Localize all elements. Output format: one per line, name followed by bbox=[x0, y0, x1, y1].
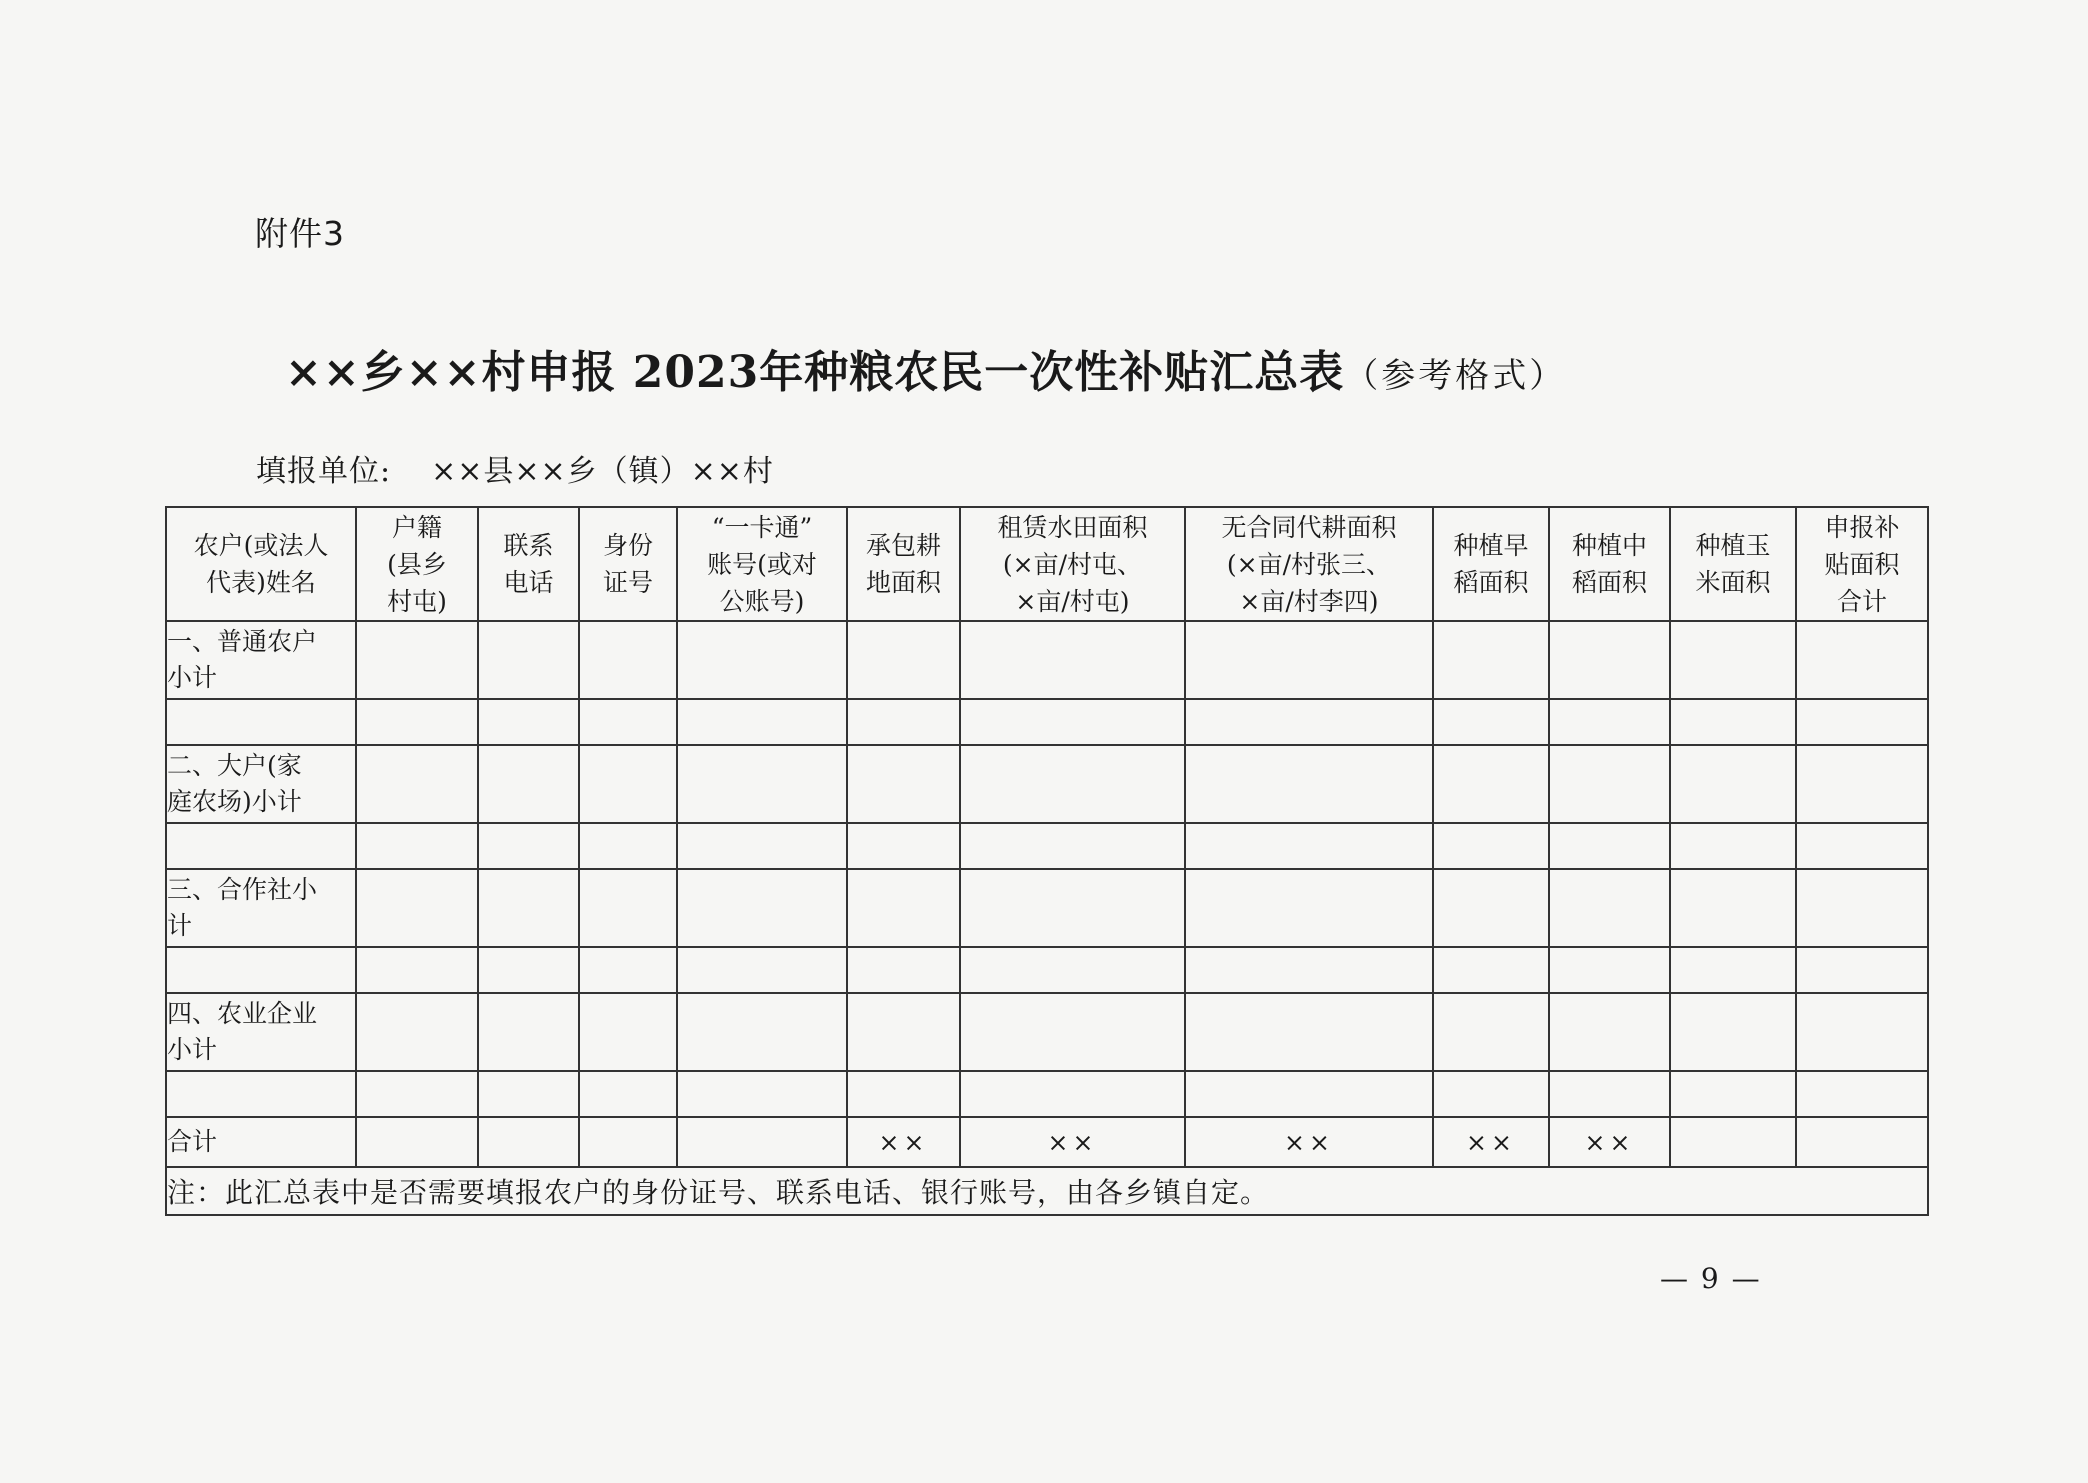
table-cell bbox=[677, 823, 847, 869]
table-cell bbox=[1796, 869, 1928, 947]
table-row bbox=[166, 699, 1928, 745]
table-cell bbox=[847, 869, 960, 947]
table-cell bbox=[1433, 699, 1549, 745]
table-cell bbox=[356, 869, 478, 947]
table-cell bbox=[677, 1071, 847, 1117]
table-cell bbox=[1549, 699, 1670, 745]
table-cell bbox=[356, 947, 478, 993]
table-row bbox=[166, 947, 1928, 993]
table-cell bbox=[1433, 993, 1549, 1071]
table-cell bbox=[356, 621, 478, 699]
table-cell bbox=[847, 823, 960, 869]
table-cell bbox=[1670, 621, 1796, 699]
table-cell bbox=[1670, 1071, 1796, 1117]
header-cell: “一卡通” 账号(或对 公账号) bbox=[677, 507, 847, 621]
table-row bbox=[166, 869, 1928, 947]
table-cell bbox=[1185, 869, 1433, 947]
total-cell bbox=[1796, 1117, 1928, 1167]
table-cell bbox=[1433, 621, 1549, 699]
total-row bbox=[166, 1117, 1928, 1167]
table-cell bbox=[1796, 699, 1928, 745]
table-cell bbox=[1670, 745, 1796, 823]
table-cell bbox=[1185, 621, 1433, 699]
reporting-unit-value: ××县××乡（镇）××村 bbox=[431, 454, 774, 489]
table-cell bbox=[1796, 621, 1928, 699]
table-cell bbox=[960, 621, 1185, 699]
table-cell bbox=[960, 823, 1185, 869]
table-cell bbox=[1796, 745, 1928, 823]
table-cell bbox=[1796, 947, 1928, 993]
table-cell bbox=[579, 699, 677, 745]
table-row bbox=[166, 621, 1928, 699]
header-cell: 身份 证号 bbox=[579, 507, 677, 621]
reporting-unit bbox=[256, 446, 774, 490]
table-cell bbox=[478, 745, 579, 823]
table-cell bbox=[579, 869, 677, 947]
table-cell bbox=[1185, 993, 1433, 1071]
table-cell bbox=[1549, 1071, 1670, 1117]
table-cell bbox=[478, 869, 579, 947]
document-title bbox=[285, 336, 1566, 400]
total-cell bbox=[478, 1117, 579, 1167]
subsidy-summary-table bbox=[165, 506, 1929, 1216]
total-cell: ×× bbox=[1433, 1117, 1549, 1167]
table-cell bbox=[1796, 823, 1928, 869]
table-cell bbox=[677, 869, 847, 947]
title-main: ××乡××村申报 2023年种粮农民一次性补贴汇总表 bbox=[285, 347, 1345, 398]
total-label: 合计 bbox=[166, 1117, 356, 1167]
table-cell bbox=[677, 947, 847, 993]
table-cell bbox=[847, 745, 960, 823]
table-cell bbox=[1185, 699, 1433, 745]
table-cell bbox=[579, 947, 677, 993]
row-label bbox=[166, 699, 356, 745]
reporting-unit-label: 填报单位: bbox=[256, 454, 392, 489]
table-cell bbox=[1796, 1071, 1928, 1117]
table-row bbox=[166, 823, 1928, 869]
table-cell bbox=[1670, 823, 1796, 869]
table-cell bbox=[960, 869, 1185, 947]
table-cell bbox=[1670, 869, 1796, 947]
header-cell: 户籍 (县乡 村屯) bbox=[356, 507, 478, 621]
table-cell bbox=[677, 993, 847, 1071]
table-cell bbox=[1433, 947, 1549, 993]
table-row bbox=[166, 993, 1928, 1071]
row-label: 四、农业企业 小计 bbox=[166, 993, 356, 1071]
table-cell bbox=[847, 699, 960, 745]
table-cell bbox=[847, 1071, 960, 1117]
header-cell: 无合同代耕面积 (×亩/村张三、 ×亩/村李四) bbox=[1185, 507, 1433, 621]
table-cell bbox=[579, 993, 677, 1071]
table-cell bbox=[1433, 745, 1549, 823]
table-cell bbox=[1549, 947, 1670, 993]
header-cell: 农户(或法人 代表)姓名 bbox=[166, 507, 356, 621]
total-cell bbox=[1670, 1117, 1796, 1167]
header-cell: 种植中 稻面积 bbox=[1549, 507, 1670, 621]
table-cell bbox=[1433, 1071, 1549, 1117]
table-cell bbox=[579, 823, 677, 869]
title-subtitle: （参考格式） bbox=[1344, 356, 1567, 396]
row-label: 三、合作社小 计 bbox=[166, 869, 356, 947]
table-cell bbox=[847, 621, 960, 699]
table-cell bbox=[960, 1071, 1185, 1117]
table-cell bbox=[1549, 621, 1670, 699]
row-label: 二、大户(家 庭农场)小计 bbox=[166, 745, 356, 823]
table-cell bbox=[1433, 823, 1549, 869]
table-cell bbox=[1185, 1071, 1433, 1117]
table-cell bbox=[1670, 699, 1796, 745]
table-header-row bbox=[166, 507, 1928, 621]
table-cell bbox=[478, 947, 579, 993]
total-cell: ×× bbox=[960, 1117, 1185, 1167]
table-cell bbox=[579, 1071, 677, 1117]
table-cell bbox=[847, 993, 960, 1071]
table-cell bbox=[1549, 993, 1670, 1071]
table-cell bbox=[356, 823, 478, 869]
total-cell bbox=[677, 1117, 847, 1167]
table-cell bbox=[960, 745, 1185, 823]
table-cell bbox=[356, 993, 478, 1071]
row-label: 一、普通农户 小计 bbox=[166, 621, 356, 699]
table-cell bbox=[356, 699, 478, 745]
table-cell bbox=[960, 947, 1185, 993]
table-cell bbox=[356, 1071, 478, 1117]
table-cell bbox=[1549, 745, 1670, 823]
table-cell bbox=[1670, 947, 1796, 993]
total-cell bbox=[579, 1117, 677, 1167]
page-number: — 9 — bbox=[1660, 1262, 1762, 1295]
table-cell bbox=[478, 621, 579, 699]
table-cell bbox=[356, 745, 478, 823]
row-label bbox=[166, 823, 356, 869]
table-cell bbox=[677, 699, 847, 745]
attachment-label: 附件3 bbox=[255, 214, 345, 253]
table-cell bbox=[478, 699, 579, 745]
table-cell bbox=[579, 621, 677, 699]
row-label bbox=[166, 1071, 356, 1117]
table-note: 注：此汇总表中是否需要填报农户的身份证号、联系电话、银行账号，由各乡镇自定。 bbox=[166, 1167, 1928, 1215]
total-cell: ×× bbox=[1185, 1117, 1433, 1167]
table-cell bbox=[1796, 993, 1928, 1071]
table-cell bbox=[960, 993, 1185, 1071]
row-label bbox=[166, 947, 356, 993]
header-cell: 申报补 贴面积 合计 bbox=[1796, 507, 1928, 621]
table-cell bbox=[1670, 993, 1796, 1071]
total-cell bbox=[356, 1117, 478, 1167]
total-cell: ×× bbox=[847, 1117, 960, 1167]
table-cell bbox=[1433, 869, 1549, 947]
table-cell bbox=[478, 823, 579, 869]
table-cell bbox=[1185, 947, 1433, 993]
table-cell bbox=[1185, 823, 1433, 869]
table-row bbox=[166, 1071, 1928, 1117]
header-cell: 租赁水田面积 (×亩/村屯、 ×亩/村屯) bbox=[960, 507, 1185, 621]
table-cell bbox=[579, 745, 677, 823]
table-row bbox=[166, 745, 1928, 823]
header-cell: 种植早 稻面积 bbox=[1433, 507, 1549, 621]
table-cell bbox=[677, 745, 847, 823]
header-cell: 种植玉 米面积 bbox=[1670, 507, 1796, 621]
header-cell: 联系 电话 bbox=[478, 507, 579, 621]
table-cell bbox=[1185, 745, 1433, 823]
header-cell: 承包耕 地面积 bbox=[847, 507, 960, 621]
note-row bbox=[166, 1167, 1928, 1215]
table-cell bbox=[478, 993, 579, 1071]
table-cell bbox=[1549, 869, 1670, 947]
total-cell: ×× bbox=[1549, 1117, 1670, 1167]
table-cell bbox=[847, 947, 960, 993]
table-cell bbox=[1549, 823, 1670, 869]
table-cell bbox=[478, 1071, 579, 1117]
table-cell bbox=[960, 699, 1185, 745]
table-cell bbox=[677, 621, 847, 699]
